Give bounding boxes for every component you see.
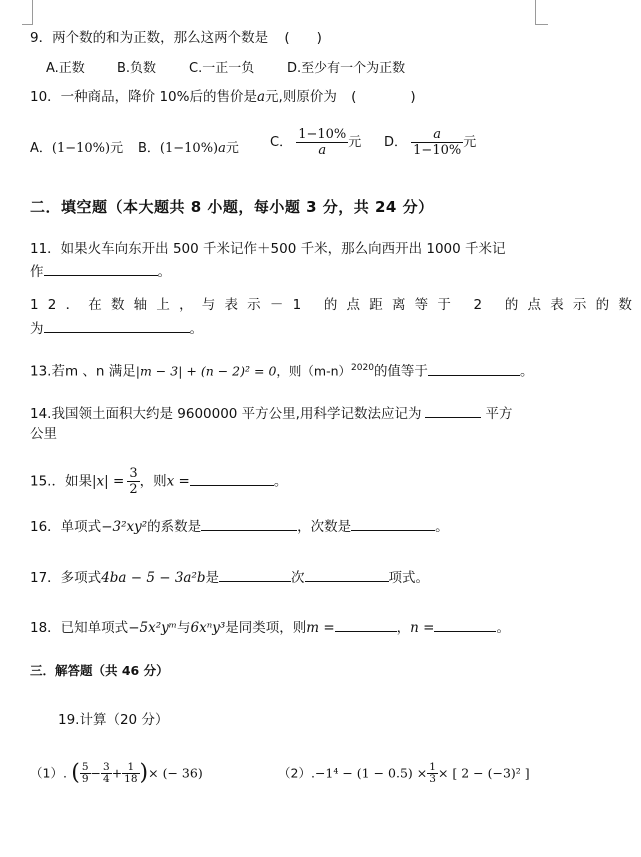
option-d bbox=[384, 127, 476, 158]
answer-blank[interactable] bbox=[428, 361, 520, 376]
option-a: A.正数 bbox=[46, 61, 85, 76]
question-text: 17．多项式 bbox=[30, 570, 102, 586]
question-text: 9．两个数的和为正数，那么这两个数是 bbox=[30, 30, 269, 46]
unit-text: 元 bbox=[348, 135, 362, 150]
math-expression: × (− 36) bbox=[148, 765, 203, 781]
option-d: D.至少有一个为正数 bbox=[287, 61, 406, 76]
operator: + bbox=[111, 765, 123, 781]
question-15 bbox=[30, 466, 287, 497]
fraction-denominator: 3 bbox=[429, 773, 436, 785]
question-12 bbox=[30, 296, 641, 314]
question-text: 12．在数轴上，与表示－1 的点距离等于 2 的点表示的数 bbox=[30, 297, 641, 313]
unit-text: 元 bbox=[463, 135, 477, 150]
answer-blank[interactable] bbox=[351, 516, 435, 531]
answer-blank[interactable] bbox=[305, 567, 389, 582]
question-text: 10．一种商品，降价 10%后的售价是 bbox=[30, 89, 257, 105]
math-variable: a bbox=[256, 89, 266, 105]
bracket: ) bbox=[139, 760, 149, 786]
option-c bbox=[270, 127, 361, 158]
fraction-numerator: 3 bbox=[129, 466, 138, 481]
option-label: D． bbox=[384, 135, 408, 150]
fraction bbox=[80, 762, 91, 785]
bracket: ( bbox=[71, 760, 80, 786]
section-heading: 三．解答题（共 46 分） bbox=[30, 663, 169, 678]
answer-blank[interactable] bbox=[190, 471, 274, 486]
question-text: 次 bbox=[291, 570, 305, 586]
question-19-part-1 bbox=[30, 762, 203, 785]
question-text: 项式。 bbox=[388, 570, 430, 586]
part-label: （1）. bbox=[30, 765, 67, 781]
question-10 bbox=[30, 88, 416, 106]
math-variable: a bbox=[218, 141, 226, 156]
answer-parentheses: ( ) bbox=[351, 89, 416, 105]
question-text: 16．单项式 bbox=[30, 519, 102, 535]
option-a bbox=[30, 137, 123, 156]
option-b bbox=[138, 137, 239, 156]
question-text: 11．如果火车向东开出 500 千米记作＋500 千米，那么向西开出 1000 千米记 bbox=[30, 241, 506, 257]
math-formula: 4ba − 5 − 3a²b bbox=[101, 570, 206, 586]
answer-blank[interactable] bbox=[201, 516, 297, 531]
fraction-denominator: 18 bbox=[124, 773, 138, 785]
question-text: 。 bbox=[189, 321, 203, 337]
fraction-numerator: 5 bbox=[81, 761, 89, 773]
fraction bbox=[411, 127, 463, 158]
question-19: 19.计算（20 分） bbox=[58, 712, 169, 728]
question-9 bbox=[30, 29, 322, 47]
exponent: 2020 bbox=[351, 363, 374, 373]
question-text: 为 bbox=[30, 321, 44, 337]
fraction bbox=[122, 762, 139, 785]
option-c: C.一正一负 bbox=[189, 61, 255, 76]
fraction-numerator: 1 bbox=[122, 762, 139, 774]
question-text: 平方 bbox=[485, 406, 513, 422]
fraction-numerator: 1 bbox=[429, 761, 436, 773]
question-text: 是同类项，则 bbox=[225, 620, 307, 636]
answer-blank[interactable] bbox=[425, 403, 481, 418]
math-formula: −5x²yᵐ bbox=[128, 620, 178, 636]
question-text: 13.若m 、n 满足 bbox=[30, 363, 136, 380]
math-expression: (1−10%) bbox=[159, 141, 219, 156]
fraction-denominator: 4 bbox=[103, 773, 110, 785]
margin-corner-mark bbox=[535, 0, 548, 25]
fraction bbox=[101, 762, 112, 785]
question-text: 。 bbox=[273, 473, 288, 490]
question-14-cont bbox=[30, 425, 57, 443]
fraction bbox=[427, 762, 438, 785]
question-text: 15.．如果 bbox=[30, 473, 92, 490]
question-text: 。 bbox=[435, 519, 449, 535]
math-expression: −1⁴ − (1 − 0.5) × bbox=[314, 765, 428, 781]
math-formula: m = bbox=[306, 620, 335, 636]
question-18 bbox=[30, 617, 510, 637]
question-text: ，则 bbox=[139, 473, 167, 490]
unit-text: 元 bbox=[225, 141, 239, 156]
math-formula: n = bbox=[410, 620, 435, 636]
question-11 bbox=[30, 240, 506, 258]
question-text: 的值等于 bbox=[373, 363, 428, 380]
fraction-numerator: a bbox=[411, 127, 463, 143]
fraction-numerator: 3 bbox=[103, 761, 110, 773]
math-formula: −3²xy² bbox=[101, 519, 148, 535]
question-12-cont bbox=[30, 318, 203, 338]
question-text: 的系数是 bbox=[147, 519, 202, 535]
fraction-denominator: 9 bbox=[81, 773, 89, 785]
operator: − bbox=[90, 765, 101, 781]
margin-corner-mark bbox=[22, 0, 33, 25]
question-16 bbox=[30, 516, 449, 536]
answer-parentheses: ( ) bbox=[284, 30, 322, 46]
math-formula: 6xⁿy³ bbox=[190, 620, 226, 636]
fraction-numerator: 1−10% bbox=[298, 127, 347, 142]
question-text: 是 bbox=[205, 570, 220, 586]
question-text: 。 bbox=[519, 363, 534, 380]
fraction-denominator: a bbox=[318, 143, 327, 158]
math-formula: |x| = bbox=[91, 473, 125, 490]
question-14 bbox=[30, 403, 512, 423]
question-text: 。 bbox=[496, 620, 510, 636]
option-label: B． bbox=[138, 141, 160, 156]
answer-blank[interactable] bbox=[44, 261, 158, 276]
question-text: 公里 bbox=[30, 426, 57, 442]
question-text: ， bbox=[396, 620, 411, 636]
question-text: 。 bbox=[157, 264, 171, 280]
answer-blank[interactable] bbox=[434, 617, 496, 632]
answer-blank[interactable] bbox=[44, 318, 190, 333]
question-19-part-2 bbox=[278, 762, 530, 785]
fraction bbox=[127, 466, 139, 497]
question-text: 18．已知单项式 bbox=[30, 620, 129, 636]
question-text: 作 bbox=[30, 264, 44, 280]
part-label: （2）. bbox=[278, 765, 315, 781]
question-17 bbox=[30, 567, 429, 587]
question-text: 元,则原价为 bbox=[265, 89, 337, 105]
question-text: 与 bbox=[177, 620, 191, 636]
option-label: A． bbox=[30, 141, 52, 156]
math-formula: x = bbox=[166, 473, 190, 490]
math-formula: |m − 3| + (n − 2)² = 0 bbox=[135, 363, 277, 379]
question-text: 14.我国领土面积大约是 9600000 平方公里,用科学记数法应记为 bbox=[30, 406, 422, 422]
math-expression: × [ 2 − (−3)² ] bbox=[437, 765, 530, 781]
question-13 bbox=[30, 359, 533, 381]
answer-blank[interactable] bbox=[219, 567, 291, 582]
fraction bbox=[296, 127, 348, 158]
answer-blank[interactable] bbox=[335, 617, 397, 632]
math-expression: (1−10%)元 bbox=[51, 141, 124, 156]
fraction-denominator: 1−10% bbox=[413, 143, 462, 158]
section-heading: 二．填空题（本大题共 8 小题，每小题 3 分，共 24 分） bbox=[30, 198, 434, 216]
question-text: ，则（m-n） bbox=[276, 363, 352, 379]
question-text: ，次数是 bbox=[297, 519, 352, 535]
question-11-cont bbox=[30, 261, 171, 281]
option-b: B.负数 bbox=[117, 61, 157, 76]
option-label: C． bbox=[270, 135, 293, 150]
fraction-denominator: 2 bbox=[129, 482, 138, 497]
